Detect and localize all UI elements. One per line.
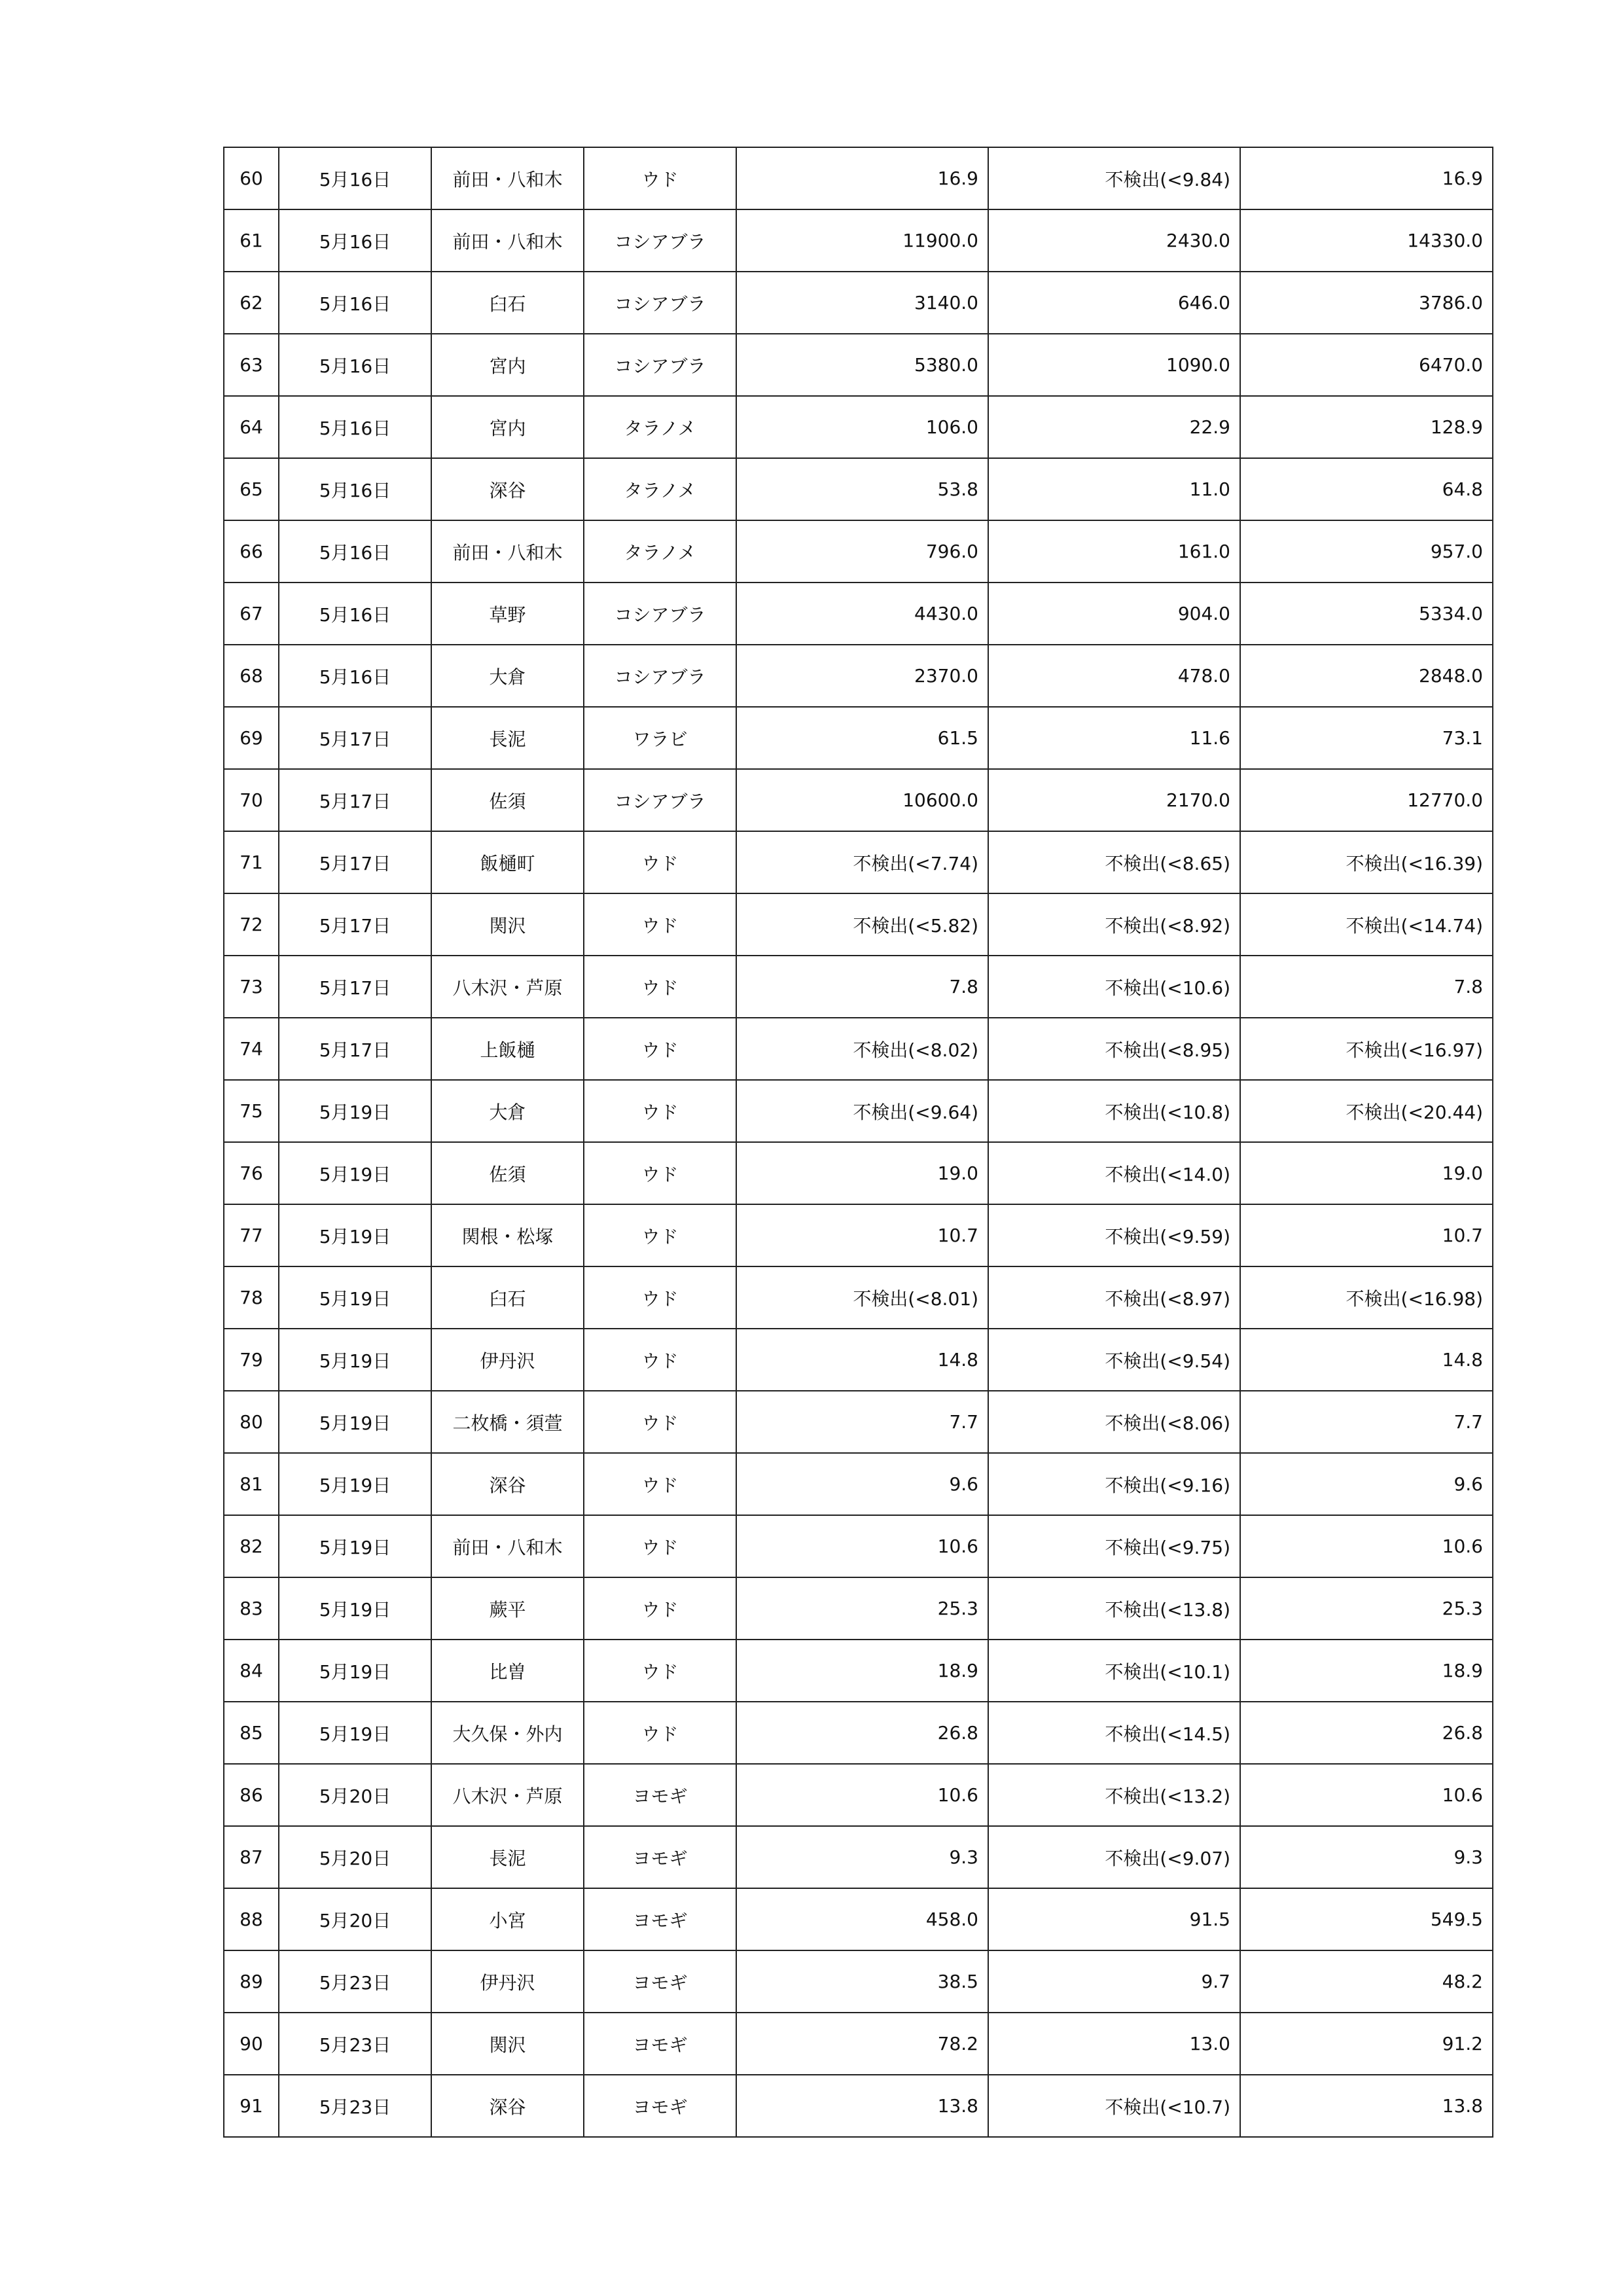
cell-item: ウド: [584, 1577, 736, 1640]
cell-total: 2848.0: [1240, 645, 1493, 707]
cell-location: 前田・八和木: [431, 209, 584, 272]
table-body: [224, 147, 1493, 2137]
table-row: [224, 1702, 1493, 1764]
cell-total: 18.9: [1240, 1640, 1493, 1702]
cell-item: コシアブラ: [584, 769, 736, 831]
cell-value-2: 478.0: [988, 645, 1240, 707]
table-row: [224, 1391, 1493, 1453]
cell-location: 八木沢・芦原: [431, 956, 584, 1018]
cell-number: 71: [224, 831, 279, 893]
cell-item: ヨモギ: [584, 1764, 736, 1826]
cell-location: 長泥: [431, 707, 584, 769]
cell-item: コシアブラ: [584, 583, 736, 645]
table-row: [224, 1950, 1493, 2013]
cell-value-1: 14.8: [736, 1329, 988, 1391]
cell-number: 68: [224, 645, 279, 707]
cell-value-2: 不検出(<10.7): [988, 2075, 1240, 2137]
table-row: [224, 956, 1493, 1018]
cell-item: ワラビ: [584, 707, 736, 769]
cell-date: 5月20日: [279, 1888, 431, 1950]
table-row: [224, 831, 1493, 893]
cell-value-2: 不検出(<13.8): [988, 1577, 1240, 1640]
cell-number: 72: [224, 893, 279, 956]
cell-total: 957.0: [1240, 520, 1493, 583]
cell-number: 83: [224, 1577, 279, 1640]
cell-date: 5月19日: [279, 1453, 431, 1515]
cell-item: ウド: [584, 831, 736, 893]
cell-item: ヨモギ: [584, 1950, 736, 2013]
cell-value-1: 9.6: [736, 1453, 988, 1515]
table-row: [224, 769, 1493, 831]
cell-value-1: 2370.0: [736, 645, 988, 707]
table-row: [224, 1204, 1493, 1266]
cell-value-2: 不検出(<14.5): [988, 1702, 1240, 1764]
cell-number: 90: [224, 2013, 279, 2075]
cell-location: 前田・八和木: [431, 147, 584, 209]
cell-total: 48.2: [1240, 1950, 1493, 2013]
table-row: [224, 147, 1493, 209]
cell-number: 65: [224, 458, 279, 520]
cell-value-2: 13.0: [988, 2013, 1240, 2075]
cell-number: 79: [224, 1329, 279, 1391]
cell-number: 78: [224, 1266, 279, 1329]
cell-location: 臼石: [431, 272, 584, 334]
cell-date: 5月19日: [279, 1142, 431, 1204]
cell-location: 八木沢・芦原: [431, 1764, 584, 1826]
cell-total: 不検出(<20.44): [1240, 1080, 1493, 1142]
cell-item: ウド: [584, 1453, 736, 1515]
cell-date: 5月20日: [279, 1826, 431, 1888]
cell-value-2: 1090.0: [988, 334, 1240, 396]
cell-value-1: 10.6: [736, 1764, 988, 1826]
cell-item: タラノメ: [584, 520, 736, 583]
cell-total: 14330.0: [1240, 209, 1493, 272]
cell-date: 5月16日: [279, 334, 431, 396]
cell-date: 5月19日: [279, 1640, 431, 1702]
cell-date: 5月19日: [279, 1329, 431, 1391]
cell-total: 不検出(<16.39): [1240, 831, 1493, 893]
table-row: [224, 1826, 1493, 1888]
cell-item: ウド: [584, 1204, 736, 1266]
cell-item: ウド: [584, 956, 736, 1018]
cell-item: タラノメ: [584, 458, 736, 520]
cell-location: 前田・八和木: [431, 520, 584, 583]
cell-location: 草野: [431, 583, 584, 645]
cell-value-2: 不検出(<10.8): [988, 1080, 1240, 1142]
cell-location: 深谷: [431, 458, 584, 520]
table-row: [224, 1329, 1493, 1391]
cell-number: 77: [224, 1204, 279, 1266]
cell-total: 9.6: [1240, 1453, 1493, 1515]
cell-location: 小宮: [431, 1888, 584, 1950]
cell-value-2: 不検出(<10.1): [988, 1640, 1240, 1702]
cell-value-2: 11.6: [988, 707, 1240, 769]
table-row: [224, 1266, 1493, 1329]
cell-total: 5334.0: [1240, 583, 1493, 645]
cell-item: ウド: [584, 1515, 736, 1577]
cell-item: ウド: [584, 1018, 736, 1080]
cell-value-2: 91.5: [988, 1888, 1240, 1950]
table-row: [224, 458, 1493, 520]
cell-item: ヨモギ: [584, 2013, 736, 2075]
table-row: [224, 2075, 1493, 2137]
cell-number: 63: [224, 334, 279, 396]
cell-value-1: 78.2: [736, 2013, 988, 2075]
cell-total: 9.3: [1240, 1826, 1493, 1888]
cell-date: 5月23日: [279, 1950, 431, 2013]
cell-value-1: 不検出(<8.01): [736, 1266, 988, 1329]
cell-value-2: 2170.0: [988, 769, 1240, 831]
cell-number: 75: [224, 1080, 279, 1142]
cell-number: 74: [224, 1018, 279, 1080]
table-row: [224, 1640, 1493, 1702]
cell-location: 伊丹沢: [431, 1950, 584, 2013]
cell-item: ウド: [584, 1391, 736, 1453]
cell-number: 66: [224, 520, 279, 583]
cell-location: 深谷: [431, 1453, 584, 1515]
cell-total: 91.2: [1240, 2013, 1493, 2075]
table-row: [224, 209, 1493, 272]
cell-total: 16.9: [1240, 147, 1493, 209]
cell-value-2: 不検出(<8.92): [988, 893, 1240, 956]
cell-number: 88: [224, 1888, 279, 1950]
cell-total: 14.8: [1240, 1329, 1493, 1391]
cell-number: 60: [224, 147, 279, 209]
cell-number: 84: [224, 1640, 279, 1702]
table-row: [224, 2013, 1493, 2075]
cell-total: 73.1: [1240, 707, 1493, 769]
cell-value-2: 不検出(<9.84): [988, 147, 1240, 209]
cell-date: 5月19日: [279, 1204, 431, 1266]
cell-value-1: 5380.0: [736, 334, 988, 396]
table-row: [224, 1577, 1493, 1640]
cell-location: 関沢: [431, 893, 584, 956]
cell-number: 61: [224, 209, 279, 272]
cell-value-2: 不検出(<8.65): [988, 831, 1240, 893]
cell-number: 67: [224, 583, 279, 645]
cell-value-2: 不検出(<8.95): [988, 1018, 1240, 1080]
cell-date: 5月19日: [279, 1080, 431, 1142]
cell-value-1: 10600.0: [736, 769, 988, 831]
cell-total: 10.6: [1240, 1515, 1493, 1577]
cell-total: 10.6: [1240, 1764, 1493, 1826]
cell-date: 5月17日: [279, 831, 431, 893]
cell-total: 3786.0: [1240, 272, 1493, 334]
cell-number: 76: [224, 1142, 279, 1204]
cell-value-1: 3140.0: [736, 272, 988, 334]
cell-value-1: 11900.0: [736, 209, 988, 272]
table-row: [224, 1453, 1493, 1515]
cell-date: 5月16日: [279, 458, 431, 520]
table-row: [224, 583, 1493, 645]
cell-value-2: 不検出(<14.0): [988, 1142, 1240, 1204]
cell-date: 5月16日: [279, 583, 431, 645]
cell-item: ヨモギ: [584, 2075, 736, 2137]
cell-value-1: 19.0: [736, 1142, 988, 1204]
table-row: [224, 520, 1493, 583]
cell-value-2: 不検出(<9.59): [988, 1204, 1240, 1266]
cell-value-2: 22.9: [988, 396, 1240, 458]
cell-value-2: 不検出(<9.54): [988, 1329, 1240, 1391]
cell-item: ウド: [584, 1640, 736, 1702]
cell-location: 前田・八和木: [431, 1515, 584, 1577]
cell-location: 大倉: [431, 645, 584, 707]
cell-location: 上飯樋: [431, 1018, 584, 1080]
cell-value-1: 458.0: [736, 1888, 988, 1950]
cell-date: 5月19日: [279, 1702, 431, 1764]
cell-location: 大久保・外内: [431, 1702, 584, 1764]
cell-value-2: 11.0: [988, 458, 1240, 520]
table-row: [224, 707, 1493, 769]
cell-total: 7.7: [1240, 1391, 1493, 1453]
cell-number: 73: [224, 956, 279, 1018]
cell-item: ウド: [584, 1329, 736, 1391]
cell-date: 5月16日: [279, 520, 431, 583]
cell-location: 宮内: [431, 334, 584, 396]
cell-value-1: 61.5: [736, 707, 988, 769]
cell-value-1: 18.9: [736, 1640, 988, 1702]
cell-value-1: 796.0: [736, 520, 988, 583]
cell-date: 5月23日: [279, 2013, 431, 2075]
cell-location: 宮内: [431, 396, 584, 458]
cell-location: 飯樋町: [431, 831, 584, 893]
cell-value-1: 25.3: [736, 1577, 988, 1640]
cell-number: 91: [224, 2075, 279, 2137]
table-row: [224, 1080, 1493, 1142]
table-row: [224, 893, 1493, 956]
cell-item: ウド: [584, 147, 736, 209]
cell-number: 87: [224, 1826, 279, 1888]
cell-date: 5月19日: [279, 1577, 431, 1640]
cell-location: 深谷: [431, 2075, 584, 2137]
cell-value-1: 10.7: [736, 1204, 988, 1266]
table-row: [224, 1515, 1493, 1577]
cell-number: 62: [224, 272, 279, 334]
cell-number: 86: [224, 1764, 279, 1826]
cell-value-1: 4430.0: [736, 583, 988, 645]
cell-total: 不検出(<14.74): [1240, 893, 1493, 956]
cell-value-2: 9.7: [988, 1950, 1240, 2013]
cell-number: 81: [224, 1453, 279, 1515]
cell-date: 5月17日: [279, 707, 431, 769]
cell-item: ウド: [584, 1266, 736, 1329]
cell-date: 5月17日: [279, 769, 431, 831]
cell-total: 12770.0: [1240, 769, 1493, 831]
cell-number: 64: [224, 396, 279, 458]
cell-value-2: 2430.0: [988, 209, 1240, 272]
cell-value-2: 161.0: [988, 520, 1240, 583]
cell-total: 6470.0: [1240, 334, 1493, 396]
cell-number: 70: [224, 769, 279, 831]
cell-location: 蕨平: [431, 1577, 584, 1640]
cell-location: 大倉: [431, 1080, 584, 1142]
cell-value-1: 7.8: [736, 956, 988, 1018]
cell-number: 82: [224, 1515, 279, 1577]
cell-value-2: 不検出(<10.6): [988, 956, 1240, 1018]
cell-date: 5月16日: [279, 209, 431, 272]
cell-value-1: 不検出(<7.74): [736, 831, 988, 893]
cell-value-1: 7.7: [736, 1391, 988, 1453]
cell-value-1: 106.0: [736, 396, 988, 458]
cell-value-1: 53.8: [736, 458, 988, 520]
table-row: [224, 1018, 1493, 1080]
cell-item: コシアブラ: [584, 272, 736, 334]
cell-item: ウド: [584, 1702, 736, 1764]
cell-value-2: 不検出(<9.07): [988, 1826, 1240, 1888]
cell-date: 5月16日: [279, 396, 431, 458]
cell-location: 長泥: [431, 1826, 584, 1888]
results-table: [223, 147, 1493, 2138]
cell-location: 関根・松塚: [431, 1204, 584, 1266]
table-row: [224, 1142, 1493, 1204]
cell-item: コシアブラ: [584, 645, 736, 707]
cell-date: 5月20日: [279, 1764, 431, 1826]
cell-location: 伊丹沢: [431, 1329, 584, 1391]
table-row: [224, 272, 1493, 334]
cell-total: 64.8: [1240, 458, 1493, 520]
cell-number: 85: [224, 1702, 279, 1764]
cell-item: ウド: [584, 893, 736, 956]
cell-total: 不検出(<16.97): [1240, 1018, 1493, 1080]
table-row: [224, 1888, 1493, 1950]
cell-value-2: 不検出(<8.97): [988, 1266, 1240, 1329]
cell-location: 関沢: [431, 2013, 584, 2075]
cell-date: 5月19日: [279, 1266, 431, 1329]
cell-date: 5月16日: [279, 147, 431, 209]
cell-location: 比曽: [431, 1640, 584, 1702]
cell-value-1: 不検出(<9.64): [736, 1080, 988, 1142]
cell-value-1: 26.8: [736, 1702, 988, 1764]
cell-total: 10.7: [1240, 1204, 1493, 1266]
cell-number: 89: [224, 1950, 279, 2013]
cell-value-1: 13.8: [736, 2075, 988, 2137]
cell-location: 佐須: [431, 769, 584, 831]
cell-item: ウド: [584, 1080, 736, 1142]
cell-location: 臼石: [431, 1266, 584, 1329]
cell-total: 128.9: [1240, 396, 1493, 458]
cell-date: 5月19日: [279, 1515, 431, 1577]
cell-value-2: 不検出(<9.75): [988, 1515, 1240, 1577]
cell-total: 不検出(<16.98): [1240, 1266, 1493, 1329]
cell-value-1: 不検出(<8.02): [736, 1018, 988, 1080]
cell-date: 5月17日: [279, 893, 431, 956]
table-row: [224, 396, 1493, 458]
cell-value-2: 不検出(<13.2): [988, 1764, 1240, 1826]
cell-item: コシアブラ: [584, 334, 736, 396]
cell-value-2: 不検出(<8.06): [988, 1391, 1240, 1453]
cell-value-1: 不検出(<5.82): [736, 893, 988, 956]
cell-total: 19.0: [1240, 1142, 1493, 1204]
cell-number: 69: [224, 707, 279, 769]
cell-item: コシアブラ: [584, 209, 736, 272]
cell-total: 25.3: [1240, 1577, 1493, 1640]
cell-date: 5月23日: [279, 2075, 431, 2137]
cell-date: 5月17日: [279, 956, 431, 1018]
cell-item: ヨモギ: [584, 1826, 736, 1888]
cell-value-2: 904.0: [988, 583, 1240, 645]
cell-total: 13.8: [1240, 2075, 1493, 2137]
cell-date: 5月16日: [279, 645, 431, 707]
cell-total: 549.5: [1240, 1888, 1493, 1950]
cell-item: タラノメ: [584, 396, 736, 458]
cell-number: 80: [224, 1391, 279, 1453]
cell-value-1: 9.3: [736, 1826, 988, 1888]
cell-item: ウド: [584, 1142, 736, 1204]
cell-item: ヨモギ: [584, 1888, 736, 1950]
cell-total: 7.8: [1240, 956, 1493, 1018]
cell-date: 5月17日: [279, 1018, 431, 1080]
cell-date: 5月16日: [279, 272, 431, 334]
table-row: [224, 645, 1493, 707]
cell-location: 佐須: [431, 1142, 584, 1204]
cell-value-1: 16.9: [736, 147, 988, 209]
cell-value-2: 不検出(<9.16): [988, 1453, 1240, 1515]
cell-location: 二枚橋・須萱: [431, 1391, 584, 1453]
table-row: [224, 334, 1493, 396]
cell-total: 26.8: [1240, 1702, 1493, 1764]
table-row: [224, 1764, 1493, 1826]
cell-value-1: 38.5: [736, 1950, 988, 2013]
cell-value-1: 10.6: [736, 1515, 988, 1577]
cell-date: 5月19日: [279, 1391, 431, 1453]
cell-value-2: 646.0: [988, 272, 1240, 334]
